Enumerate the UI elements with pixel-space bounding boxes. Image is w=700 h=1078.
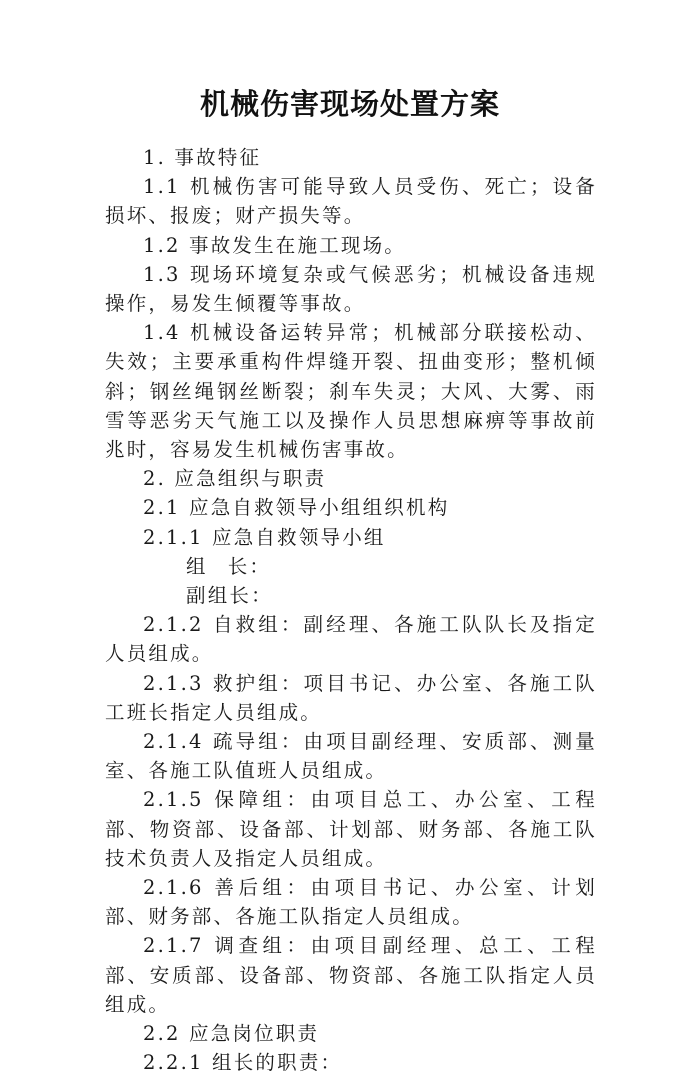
- paragraph-1-3: 1.3 现场环境复杂或气候恶劣；机械设备违规操作，易发生倾覆等事故。: [105, 262, 597, 316]
- leader-line: [105, 552, 597, 581]
- subsection-heading-2-1: 2.1 应急自救领导小组组织机构: [143, 496, 450, 520]
- paragraph-2-1-6: 2.1.6 善后组：由项目书记、办公室、计划部、财务部、各施工队指定人员组成。: [105, 876, 597, 929]
- leader-label-b: 长：: [227, 554, 272, 578]
- paragraph-2-1-3: 2.1.3 救护组：项目书记、办公室、各施工队工班长指定人员组成。: [105, 671, 597, 724]
- subsection-heading-2-1-1: 2.1.1 应急自救领导小组: [143, 525, 386, 549]
- subsection-heading-2-2: 2.2 应急岗位职责: [143, 1022, 320, 1046]
- paragraph-1-2: 1.2 事故发生在施工现场。: [143, 233, 407, 257]
- paragraph-2-1-4: 2.1.4 疏导组：由项目副经理、安质部、测量室、各施工队值班人员组成。: [105, 730, 597, 783]
- deputy-leader-line: 副组长：: [186, 584, 273, 608]
- paragraph-2-1-7: 2.1.7 调查组：由项目副经理、总工、工程部、安质部、设备部、物资部、各施工队指定人员组成。: [105, 934, 597, 1016]
- section-heading-1: 1. 事故特征: [143, 146, 262, 169]
- section-heading-2: 2. 应急组织与职责: [143, 467, 327, 491]
- document-body: [105, 143, 597, 1078]
- subsection-heading-2-2-1: 2.2.1 组长的职责：: [143, 1051, 343, 1075]
- document-title: 机械伤害现场处置方案: [199, 87, 500, 121]
- paragraph-1-4: 1.4 机械设备运转异常；机械部分联接松动、失效；主要承重构件焊缝开裂、扭曲变形；整机倾斜；钢丝绳钢丝断裂；刹车失灵；大风、大雾、雨雪等恶劣天气施工以及操作人员思想麻痹等事故前兆时，容易发生机械伤害事故。: [105, 321, 597, 462]
- leader-label-a: 组: [186, 554, 208, 578]
- paragraph-2-1-2: 2.1.2 自救组：副经理、各施工队队长及指定人员组成。: [105, 613, 597, 666]
- paragraph-1-1: 1.1 机械伤害可能导致人员受伤、死亡；设备损坏、报废；财产损失等。: [105, 175, 597, 228]
- paragraph-2-1-5: 2.1.5 保障组：由项目总工、办公室、工程部、物资部、设备部、计划部、财务部、各施工队技术负责人及指定人员组成。: [105, 788, 597, 870]
